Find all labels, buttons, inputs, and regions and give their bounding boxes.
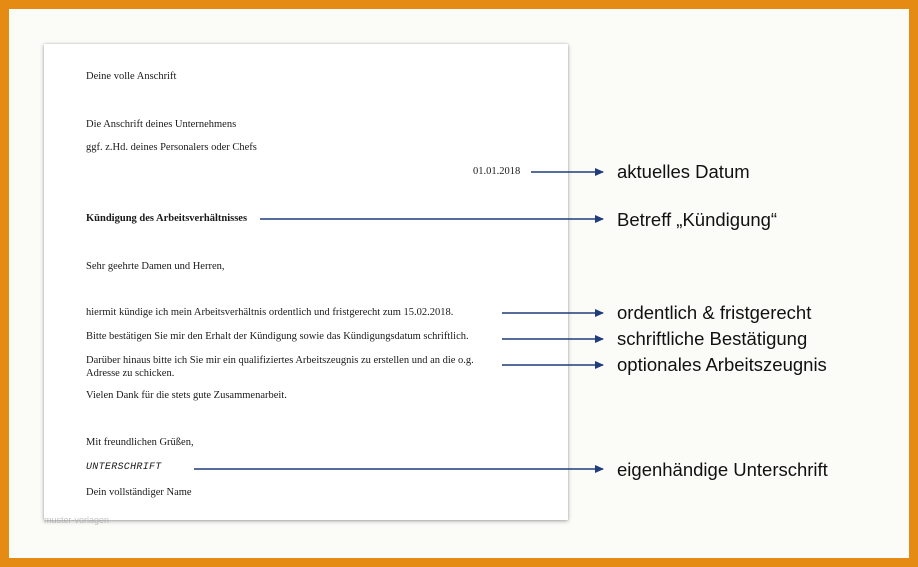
annotation-reference: optionales Arbeitszeugnis: [617, 354, 827, 375]
paragraph-confirmation: Bitte bestätigen Sie mir den Erhalt der Kündigung sowie das Kündigungsdatum schriftlich.: [86, 331, 469, 342]
letter-salutation: Sehr geehrte Damen und Herren,: [86, 261, 225, 272]
annotation-subject: Betreff „Kündigung“: [617, 209, 778, 230]
annotation-confirmation: schriftliche Bestätigung: [617, 328, 808, 349]
paragraph-reference: Darüber hinaus bitte ich Sie mir ein qualifiziertes Arbeitszeugnis zu erstellen und an die o.g. Adresse zu schicken.: [86, 355, 474, 379]
letter-closing: Mit freundlichen Grüßen,: [86, 437, 194, 448]
letter-date: 01.01.2018: [473, 166, 521, 177]
annotation-date: aktuelles Datum: [617, 161, 750, 182]
paragraph-thanks: Vielen Dank für die stets gute Zusammenarbeit.: [86, 390, 287, 401]
letter-subject: Kündigung des Arbeitsverhältnisses: [86, 213, 248, 224]
recipient-company: Die Anschrift deines Unternehmens: [86, 119, 237, 130]
sender-address: Deine volle Anschrift: [86, 71, 177, 82]
paragraph-termination: hiermit kündige ich mein Arbeitsverhältnis ordentlich und fristgerecht zum 15.02.2018.: [86, 307, 454, 318]
signature-placeholder: UNTERSCHRIFT: [86, 462, 162, 473]
watermark-text: muster-vorlagen: [44, 515, 110, 525]
annotation-ordinary: ordentlich & fristgerecht: [617, 302, 812, 323]
annotation-signature: eigenhändige Unterschrift: [617, 459, 828, 480]
recipient-attention: ggf. z.Hd. deines Personalers oder Chefs: [86, 142, 257, 153]
full-name: Dein vollständiger Name: [86, 487, 192, 498]
